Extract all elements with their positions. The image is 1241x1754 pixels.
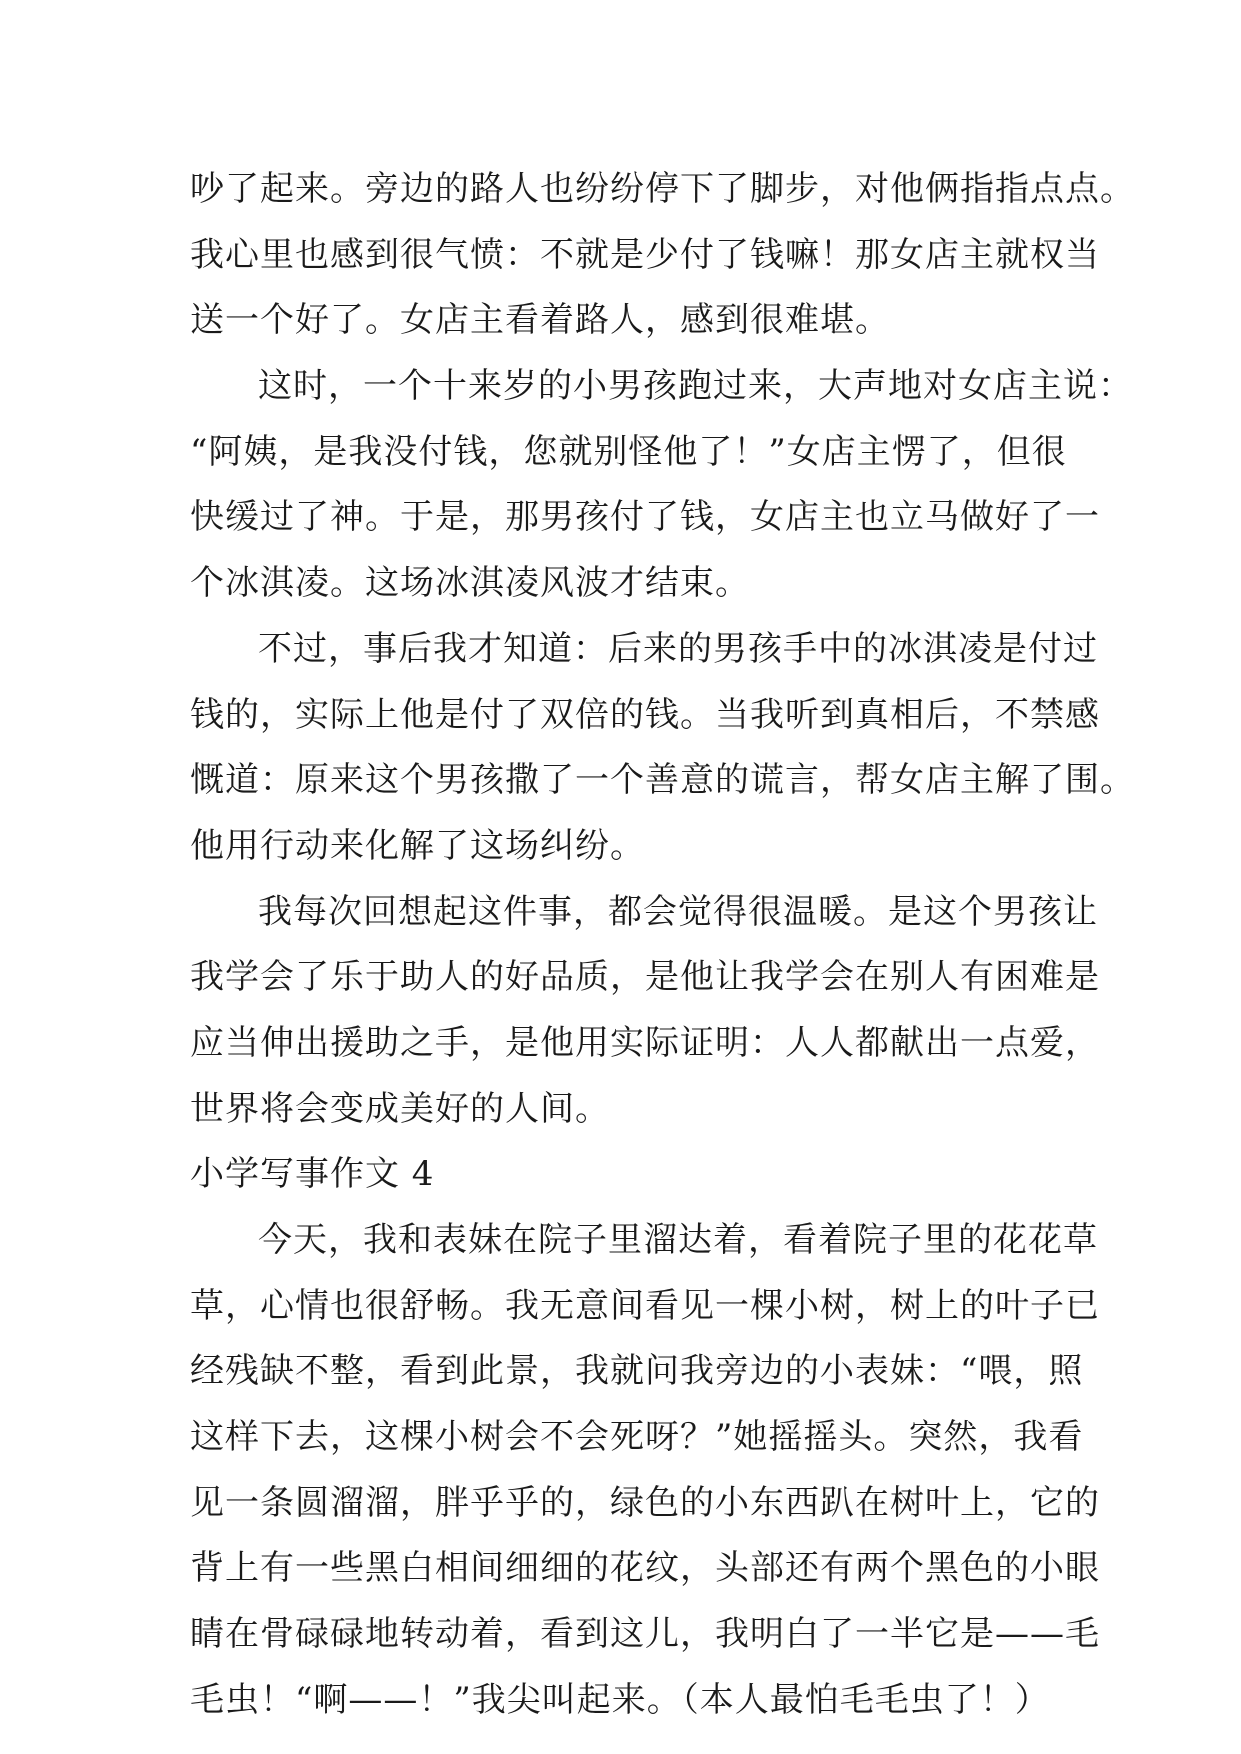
text-line: 今天，我和表妹在院子里溜达着，看着院子里的花花草	[258, 1220, 1098, 1260]
text-line: 个冰淇凌。这场冰淇凌风波才结束。	[190, 563, 750, 604]
text-line: 这时，一个十来岁的小男孩跑过来，大声地对女店主说：	[258, 366, 1133, 407]
text-line: 毛虫！“啊——！”我尖叫起来。（本人最怕毛毛虫了！）	[190, 1679, 1050, 1720]
text-line: 见一条圆溜溜，胖乎乎的，绿色的小东西趴在树叶上，它的	[190, 1482, 1100, 1523]
text-line: 钱的，实际上他是付了双倍的钱。当我听到真相后，不禁感	[190, 694, 1100, 735]
text-line: 我学会了乐于助人的好品质，是他让我学会在别人有困难是	[190, 957, 1100, 998]
text-line: 慨道：原来这个男孩撒了一个善意的谎言，帮女店主解了围。	[190, 760, 1135, 801]
text-line: 送一个好了。女店主看着路人，感到很难堪。	[190, 300, 890, 341]
text-line: 我心里也感到很气愤：不就是少付了钱嘛！那女店主就权当	[190, 234, 1100, 275]
text-line: 吵了起来。旁边的路人也纷纷停下了脚步，对他俩指指点点。	[190, 169, 1135, 209]
text-line: 世界将会变成美好的人间。	[190, 1088, 610, 1129]
text-line: 草，心情也很舒畅。我无意间看见一棵小树，树上的叶子已	[190, 1285, 1100, 1326]
text-line: 应当伸出援助之手，是他用实际证明：人人都献出一点爱，	[190, 1022, 1100, 1063]
text-line: 我每次回想起这件事，都会觉得很温暖。是这个男孩让	[258, 891, 1098, 932]
section-heading: 小学写事作文 4	[190, 1154, 435, 1195]
text-line: 经残缺不整，看到此景，我就问我旁边的小表妹：“喂，照	[190, 1351, 1084, 1392]
document-body	[190, 157, 1135, 1734]
text-line: “阿姨，是我没付钱，您就别怪他了！”女店主愣了，但很	[190, 431, 1067, 472]
text-line: 这样下去，这棵小树会不会死呀？”她摇摇头。突然，我看	[190, 1417, 1084, 1458]
text-line: 他用行动来化解了这场纠纷。	[190, 825, 645, 866]
text-line: 背上有一些黑白相间细细的花纹，头部还有两个黑色的小眼	[190, 1548, 1100, 1589]
text-line: 不过，事后我才知道：后来的男孩手中的冰淇凌是付过	[258, 628, 1098, 669]
text-line: 快缓过了神。于是，那男孩付了钱，女店主也立马做好了一	[190, 497, 1100, 538]
text-line: 睛在骨碌碌地转动着，看到这儿，我明白了一半它是——毛	[190, 1614, 1100, 1655]
